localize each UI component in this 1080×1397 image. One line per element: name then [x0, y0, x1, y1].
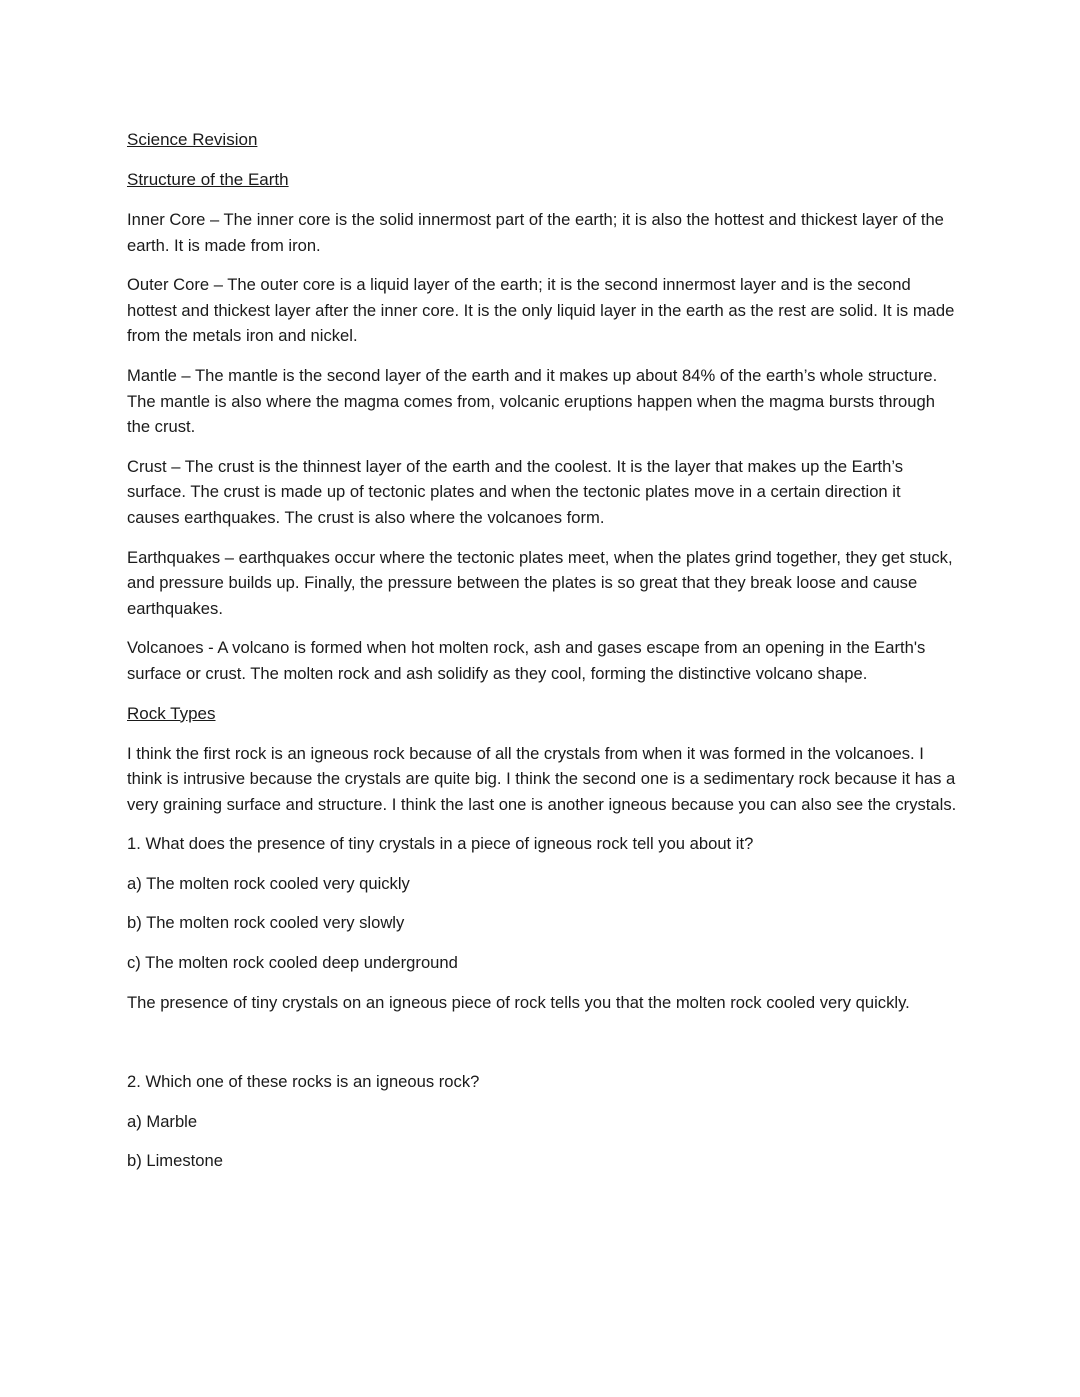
document-title: Science Revision — [127, 130, 258, 149]
question-2-option-b: b) Limestone — [127, 1151, 223, 1171]
question-1-option-c: c) The molten rock cooled deep underground — [127, 953, 458, 973]
document-page — [127, 127, 957, 1188]
section-heading-rock-types: Rock Types — [127, 703, 216, 723]
section-heading-structure-of-earth: Structure of the Earth — [127, 170, 289, 189]
paragraph-crust: Crust – The crust is the thinnest layer of the earth and the coolest. It is the layer that makes up the Earth’s surface. The crust is made up of tectonic plates and when the tectonic plates move in a certain direction it causes earthquakes. The crust is also where the volcanoes form. — [127, 456, 904, 527]
paragraph-mantle: Mantle – The mantle is the second layer of the earth and it makes up about 84% of the earth’s whole structure. The mantle is also where the magma comes from, volcanic eruptions happen when the magma bursts through the crust. — [127, 365, 938, 437]
question-1-option-b: b) The molten rock cooled very slowly — [127, 913, 405, 933]
question-2: 2. Which one of these rocks is an igneous rock? — [127, 1072, 480, 1092]
spacer — [127, 1029, 957, 1069]
paragraph-outer-core: Outer Core – The outer core is a liquid layer of the earth; it is the second innermost layer and is the second hottest and thickest layer after the inner core. It is the only liquid layer in the earth as the rest are solid. It is made from the metals iron and nickel. — [127, 275, 955, 346]
paragraph-inner-core: Inner Core – The inner core is the solid innermost part of the earth; it is also the hottest and thickest layer of the earth. It is made from iron. — [127, 210, 944, 255]
paragraph-rock-types-intro: I think the first rock is an igneous rock because of all the crystals from when it was formed in the volcanoes. I think is intrusive because the crystals are quite big. I think the second one is a sedimentary rock because it has a very graining surface and structure. I think the last one is another igneous because you can also see the crystals. — [127, 743, 957, 814]
question-1-option-a: a) The molten rock cooled very quickly — [127, 873, 410, 893]
paragraph-earthquakes: Earthquakes – earthquakes occur where the tectonic plates meet, when the plates grind together, they get stuck, and pressure builds up. Finally, the pressure between the plates is so great that they break loose and cause earthquakes. — [127, 547, 953, 618]
question-1-answer: The presence of tiny crystals on an igneous piece of rock tells you that the molten rock cooled very quickly. — [127, 992, 910, 1012]
question-2-option-a: a) Marble — [127, 1111, 198, 1131]
question-1: 1. What does the presence of tiny crystals in a piece of igneous rock tell you about it? — [127, 834, 754, 854]
paragraph-volcanoes: Volcanoes - A volcano is formed when hot molten rock, ash and gases escape from an opening in the Earth's surface or crust. The molten rock and ash solidify as they cool, forming the distinctive volcano shape. — [127, 638, 926, 683]
